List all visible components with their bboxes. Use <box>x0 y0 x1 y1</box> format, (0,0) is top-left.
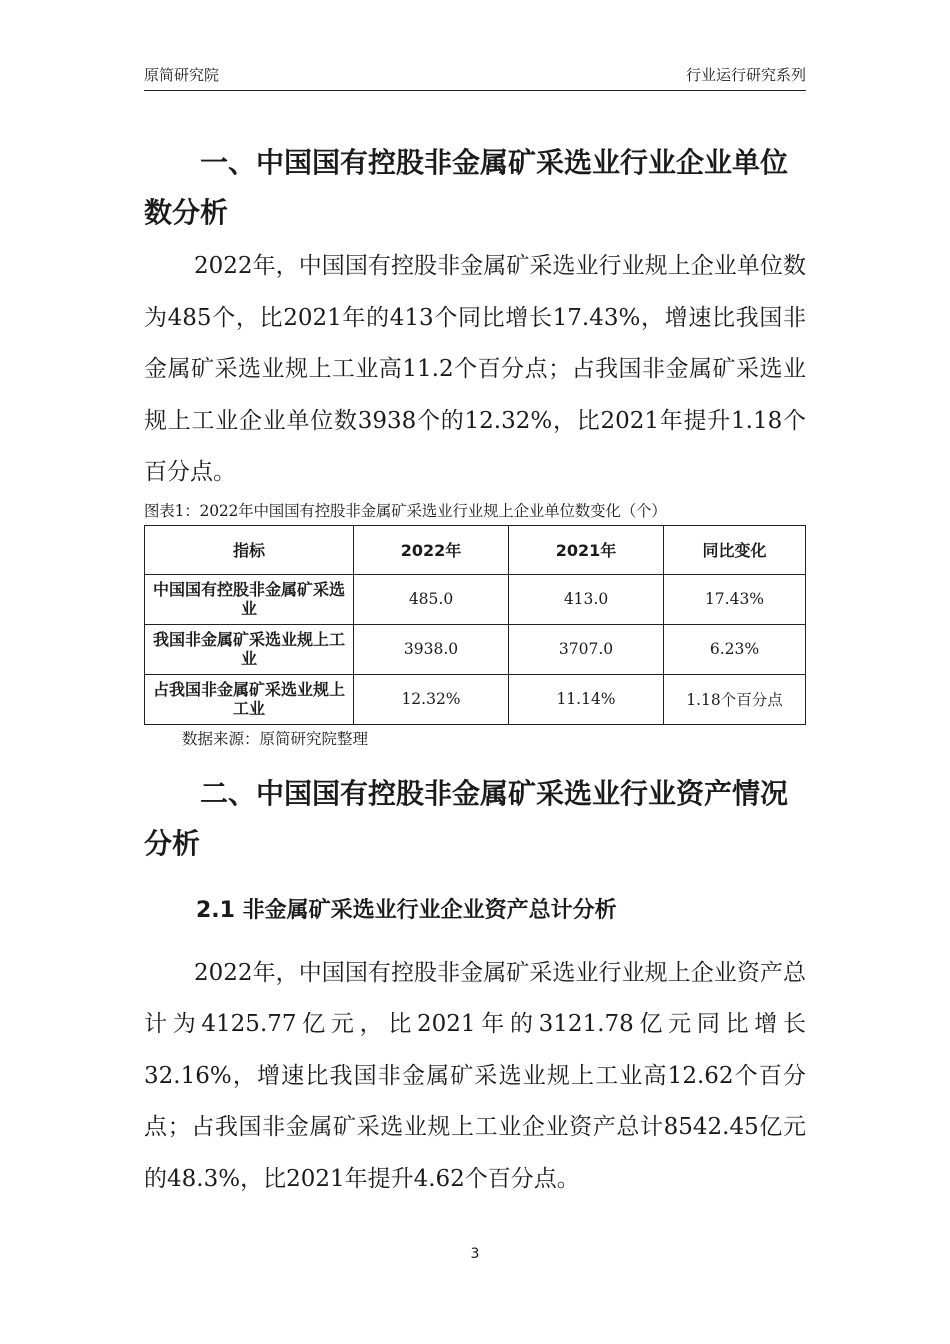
table-caption: 图表1：2022年中国国有控股非金属矿采选业行业规上企业单位数变化（个） <box>144 501 667 520</box>
unit-count-table <box>144 525 806 725</box>
table-header-row <box>145 525 806 574</box>
row-change-value: 6.23% <box>664 624 806 674</box>
page-content <box>144 138 806 1205</box>
header-change: 同比变化 <box>664 525 806 574</box>
header-2022: 2022年 <box>354 525 509 574</box>
table-row <box>145 574 806 624</box>
section1-title: 一、中国国有控股非金属矿采选业行业企业单位数分析 <box>144 146 789 229</box>
page-number: 3 <box>470 1246 480 1262</box>
row-2021-value: 11.14% <box>509 674 664 724</box>
header-2021: 2021年 <box>509 525 664 574</box>
section1-paragraph: 2022年，中国国有控股非金属矿采选业行业规上企业单位数为485个，比2021年的413个同比增长17.43%，增速比我国非金属矿采选业规上工业高11.2个百分点；占我国非金属矿采选业规上工业企业单位数3938个的12.32%，比2021年提升1.18个百分点。 <box>144 253 806 485</box>
row-2021-value: 3707.0 <box>509 624 664 674</box>
row-change-value: 17.43% <box>664 574 806 624</box>
row-name: 我国非金属矿采选业规上工业 <box>145 624 354 674</box>
table-row <box>145 624 806 674</box>
section2-title: 二、中国国有控股非金属矿采选业行业资产情况分析 <box>144 776 789 860</box>
row-2022-value: 485.0 <box>354 574 509 624</box>
row-2022-value: 3938.0 <box>354 624 509 674</box>
section2-paragraph: 2022年，中国国有控股非金属矿采选业行业规上企业资产总计为4125.77亿元，比2021年的3121.78亿元同比增长32.16%，增速比我国非金属矿采选业规上工业高12.62个百分点；占我国非金属矿采选业规上工业企业资产总计8542.45亿元的48.3%，比2021年提升4.62个百分点。 <box>144 959 806 1192</box>
table-source: 数据来源：原简研究院整理 <box>182 729 369 748</box>
row-change-value: 1.18个百分点 <box>664 674 806 724</box>
header-series-name: 行业运行研究系列 <box>685 66 806 84</box>
row-name: 占我国非金属矿采选业规上工业 <box>145 674 354 724</box>
row-name: 中国国有控股非金属矿采选业 <box>145 574 354 624</box>
header-org-name: 原简研究院 <box>144 66 220 84</box>
header-indicator: 指标 <box>145 525 354 574</box>
subsection-title: 2.1 非金属矿采选业行业企业资产总计分析 <box>196 897 617 923</box>
table-row <box>145 674 806 724</box>
row-2021-value: 413.0 <box>509 574 664 624</box>
row-2022-value: 12.32% <box>354 674 509 724</box>
page-header <box>144 62 806 91</box>
